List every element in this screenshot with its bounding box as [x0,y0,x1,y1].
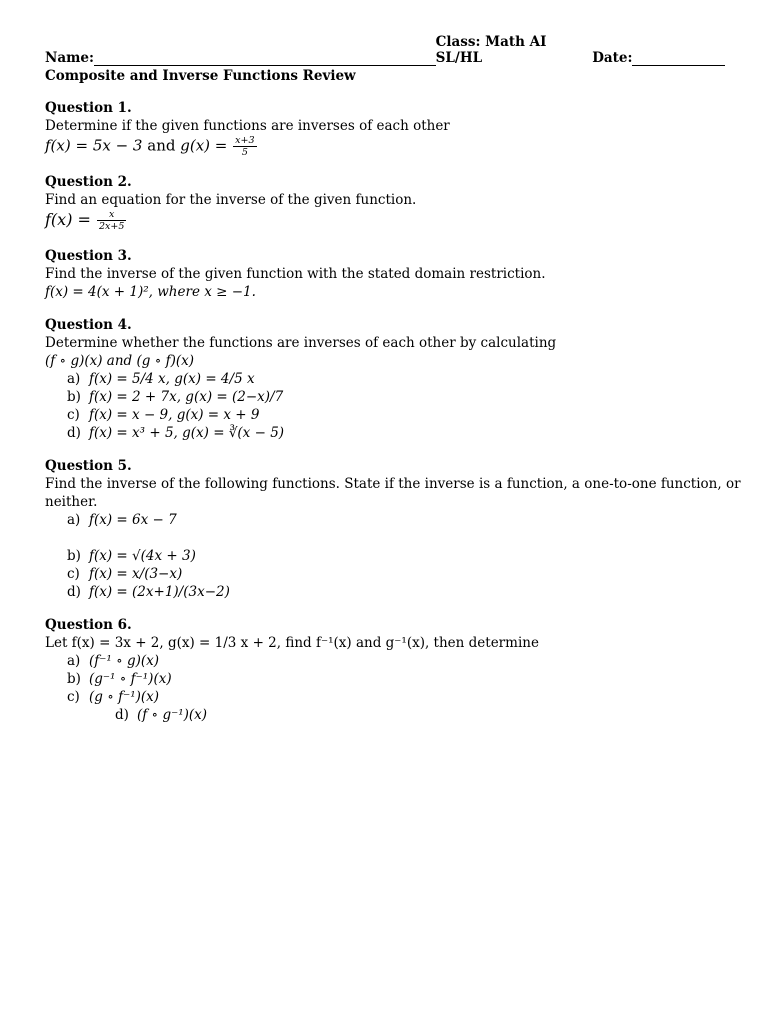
class-label: Class: Math AI SL/HL [435,34,547,66]
question-heading: Question 3. [45,248,132,264]
question-prompt: Determine if the given functions are inverses of each other [45,118,450,134]
question-prompt: Find an equation for the inverse of the given function. [45,192,417,208]
name-blank [94,51,436,66]
name-label: Name: [45,50,94,66]
list-item: d) f(x) = x³ + 5, g(x) = ∛(x − 5) [67,425,285,441]
question-heading: Question 6. [45,617,132,633]
list-item: b) (g⁻¹ ∘ f⁻¹)(x) [67,671,172,687]
list-item: b) f(x) = √(4x + 3) [67,548,196,564]
q1-g-lhs: g(x) = [180,136,228,155]
q1-and: and [147,136,176,155]
question-6 [45,617,725,724]
question-prompt: Find the inverse of the following functions. State if the inverse is a function, a one-to-one function, or [45,476,741,492]
list-item: c) (g ∘ f⁻¹)(x) [67,689,160,705]
list-item: a) (f⁻¹ ∘ g)(x) [67,653,160,669]
q1-f: f(x) = 5x − 3 [45,136,143,155]
worksheet [45,34,741,724]
q1-functions [45,135,725,158]
list-item: c) f(x) = x/(3−x) [67,566,183,582]
date-blank [632,51,725,66]
list-item: a) f(x) = 5/4 x, g(x) = 4/5 x [67,371,255,387]
q2-f-lhs: f(x) = [45,210,91,229]
q4-composition: (f ∘ g)(x) and (g ∘ f)(x) [45,353,195,369]
question-1 [45,100,725,158]
worksheet-title: Composite and Inverse Functions Review [45,68,356,84]
question-3 [45,248,725,301]
date-label: Date: [592,50,633,66]
question-heading: Question 1. [45,100,132,116]
question-2 [45,174,725,232]
list-item: c) f(x) = x − 9, g(x) = x + 9 [67,407,260,423]
question-prompt-cont: neither. [45,494,98,510]
question-heading: Question 4. [45,317,132,333]
list-item: d) f(x) = (2x+1)/(3x−2) [67,584,230,600]
list-item: b) f(x) = 2 + 7x, g(x) = (2−x)/7 [67,389,284,405]
q1-g-fraction: $\frac{x+3}{5}$ [235,135,255,158]
question-heading: Question 2. [45,174,132,190]
question-prompt: Let f(x) = 3x + 2, g(x) = 1/3 x + 2, find f⁻¹(x) and g⁻¹(x), then determine [45,635,539,651]
question-5 [45,458,741,601]
q3-expression: f(x) = 4(x + 1)², where x ≥ −1. [45,284,256,300]
question-prompt: Determine whether the functions are inverses of each other by calculating [45,335,557,351]
q2-function [45,209,725,232]
header-row [45,34,725,66]
question-4 [45,317,725,442]
list-item: d) (f ∘ g⁻¹)(x) [115,707,208,723]
question-prompt: Find the inverse of the given function with the stated domain restriction. [45,266,546,282]
list-item: a) f(x) = 6x − 7 [67,512,177,528]
question-heading: Question 5. [45,458,132,474]
q2-f-fraction: $\frac{x}{2x+5}$ [99,209,125,232]
